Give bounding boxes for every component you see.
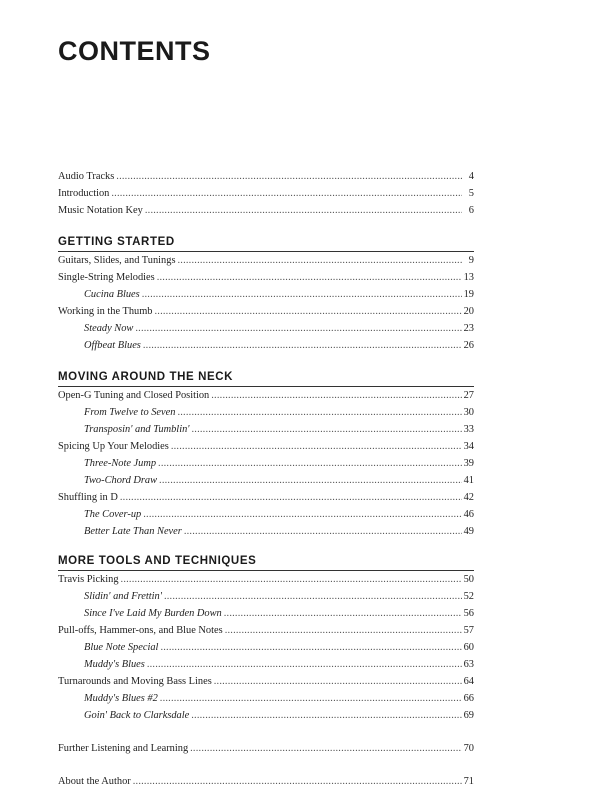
toc-entry-title: Turnarounds and Moving Bass Lines — [58, 676, 212, 687]
toc-entry-title: Audio Tracks — [58, 171, 115, 182]
toc-entry-title: Slidin' and Frettin' — [84, 591, 162, 602]
toc-song-entry[interactable] — [84, 456, 474, 472]
toc-entry-page: 60 — [463, 642, 474, 653]
dot-leader — [120, 490, 462, 506]
toc-entry[interactable] — [58, 253, 474, 269]
toc-song-entry[interactable] — [84, 287, 474, 303]
dot-leader — [225, 623, 462, 639]
toc-song-entry[interactable] — [84, 708, 474, 724]
toc-entry-page: 4 — [468, 171, 474, 182]
dot-leader — [142, 287, 462, 303]
dot-leader — [143, 338, 462, 354]
dot-leader — [116, 169, 462, 185]
toc-entry-page: 27 — [463, 390, 474, 401]
toc-entry-page: 66 — [463, 693, 474, 704]
toc-entry-title: Open-G Tuning and Closed Position — [58, 390, 210, 401]
dot-leader — [211, 388, 461, 404]
toc-song-entry[interactable] — [84, 606, 474, 622]
toc-entry-title: Music Notation Key — [58, 205, 143, 216]
dot-leader — [155, 304, 462, 320]
dot-leader — [145, 203, 462, 219]
toc-entry-further-listening[interactable] — [58, 741, 474, 757]
toc-entry-title: Muddy's Blues #2 — [84, 693, 158, 704]
dot-leader — [177, 405, 461, 421]
dot-leader — [158, 456, 462, 472]
toc-entry-page: 63 — [463, 659, 474, 670]
dot-leader — [224, 606, 462, 622]
toc-entry-page: 70 — [463, 743, 474, 754]
toc-entry-title: Cucina Blues — [84, 289, 140, 300]
dot-leader — [171, 439, 462, 455]
toc-entry-page: 50 — [463, 574, 474, 585]
toc-entry-title: Travis Picking — [58, 574, 119, 585]
dot-leader — [160, 640, 461, 656]
page-title: CONTENTS — [58, 36, 211, 66]
toc-entry-page: 23 — [463, 323, 474, 334]
dot-leader — [192, 422, 462, 438]
section-heading-getting-started: GETTING STARTED — [58, 236, 175, 248]
toc-entry-title: Working in the Thumb — [58, 306, 153, 317]
toc-entry-title: Pull-offs, Hammer-ons, and Blue Notes — [58, 625, 223, 636]
toc-song-entry[interactable] — [84, 589, 474, 605]
section-rule — [58, 386, 474, 387]
toc-entry-title: Guitars, Slides, and Tunings — [58, 255, 176, 266]
toc-entry-title: The Cover-up — [84, 509, 142, 520]
toc-entry-title: Single-String Melodies — [58, 272, 155, 283]
toc-entry-page: 6 — [468, 205, 474, 216]
dot-leader — [135, 321, 461, 337]
toc-entry[interactable] — [58, 572, 474, 588]
toc-entry-page: 34 — [463, 441, 474, 452]
dot-leader — [178, 253, 463, 269]
toc-entry-page: 46 — [463, 509, 474, 520]
toc-entry-title: Offbeat Blues — [84, 340, 141, 351]
section-heading-moving-around-the-neck: MOVING AROUND THE NECK — [58, 371, 234, 383]
toc-entry-title: Introduction — [58, 188, 110, 199]
toc-entry-page: 19 — [463, 289, 474, 300]
toc-entry-page: 57 — [463, 625, 474, 636]
toc-entry-title: Further Listening and Learning — [58, 743, 189, 754]
toc-song-entry[interactable] — [84, 405, 474, 421]
toc-song-entry[interactable] — [84, 691, 474, 707]
toc-entry-title: Goin' Back to Clarksdale — [84, 710, 190, 721]
toc-entry[interactable] — [58, 490, 474, 506]
toc-entry-page: 30 — [463, 407, 474, 418]
toc-song-entry[interactable] — [84, 657, 474, 673]
toc-entry-audio-tracks[interactable] — [58, 169, 474, 185]
toc-entry[interactable] — [58, 623, 474, 639]
toc-song-entry[interactable] — [84, 321, 474, 337]
toc-entry-page: 71 — [463, 776, 474, 787]
dot-leader — [157, 270, 462, 286]
toc-entry[interactable] — [58, 388, 474, 404]
toc-entry[interactable] — [58, 304, 474, 320]
dot-leader — [190, 741, 461, 757]
toc-entry-page: 52 — [463, 591, 474, 602]
toc-entry-page: 9 — [468, 255, 474, 266]
toc-song-entry[interactable] — [84, 473, 474, 489]
dot-leader — [160, 691, 462, 707]
toc-entry-title: Since I've Laid My Burden Down — [84, 608, 222, 619]
dot-leader — [159, 473, 462, 489]
toc-entry-page: 26 — [463, 340, 474, 351]
section-heading-more-tools-and-techniques: MORE TOOLS AND TECHNIQUES — [58, 555, 257, 567]
toc-entry-about-the-author[interactable] — [58, 774, 474, 790]
toc-entry-introduction[interactable] — [58, 186, 474, 202]
section-rule — [58, 570, 474, 571]
dot-leader — [214, 674, 462, 690]
dot-leader — [121, 572, 462, 588]
dot-leader — [184, 524, 462, 540]
toc-entry-title: Better Late Than Never — [84, 526, 182, 537]
dot-leader — [111, 186, 462, 202]
dot-leader — [143, 507, 461, 523]
toc-entry-page: 33 — [463, 424, 474, 435]
toc-song-entry[interactable] — [84, 640, 474, 656]
toc-entry-page: 13 — [463, 272, 474, 283]
toc-entry[interactable] — [58, 439, 474, 455]
toc-entry-title: Steady Now — [84, 323, 134, 334]
toc-entry-title: Two-Chord Draw — [84, 475, 158, 486]
toc-entry-title: Transposin' and Tumblin' — [84, 424, 190, 435]
toc-song-entry[interactable] — [84, 422, 474, 438]
toc-entry-title: Blue Note Special — [84, 642, 159, 653]
dot-leader — [164, 589, 462, 605]
toc-entry-page: 20 — [463, 306, 474, 317]
toc-song-entry[interactable] — [84, 507, 474, 523]
toc-entry[interactable] — [58, 674, 474, 690]
toc-entry-page: 64 — [463, 676, 474, 687]
toc-entry-title: About the Author — [58, 776, 131, 787]
toc-entry-page: 69 — [463, 710, 474, 721]
toc-entry-page: 49 — [463, 526, 474, 537]
dot-leader — [133, 774, 462, 790]
toc-entry[interactable] — [58, 270, 474, 286]
toc-entry-title: From Twelve to Seven — [84, 407, 176, 418]
toc-entry-title: Shuffling in D — [58, 492, 118, 503]
toc-entry-page: 42 — [463, 492, 474, 503]
dot-leader — [147, 657, 462, 673]
toc-entry-title: Three-Note Jump — [84, 458, 157, 469]
toc-song-entry[interactable] — [84, 338, 474, 354]
toc-song-entry[interactable] — [84, 524, 474, 540]
toc-entry-title: Spicing Up Your Melodies — [58, 441, 169, 452]
toc-entry-page: 41 — [463, 475, 474, 486]
toc-entry-page: 5 — [468, 188, 474, 199]
toc-entry-page: 56 — [463, 608, 474, 619]
toc-entry-page: 39 — [463, 458, 474, 469]
toc-entry-title: Muddy's Blues — [84, 659, 145, 670]
toc-entry-music-notation-key[interactable] — [58, 203, 474, 219]
dot-leader — [191, 708, 461, 724]
section-rule — [58, 251, 474, 252]
